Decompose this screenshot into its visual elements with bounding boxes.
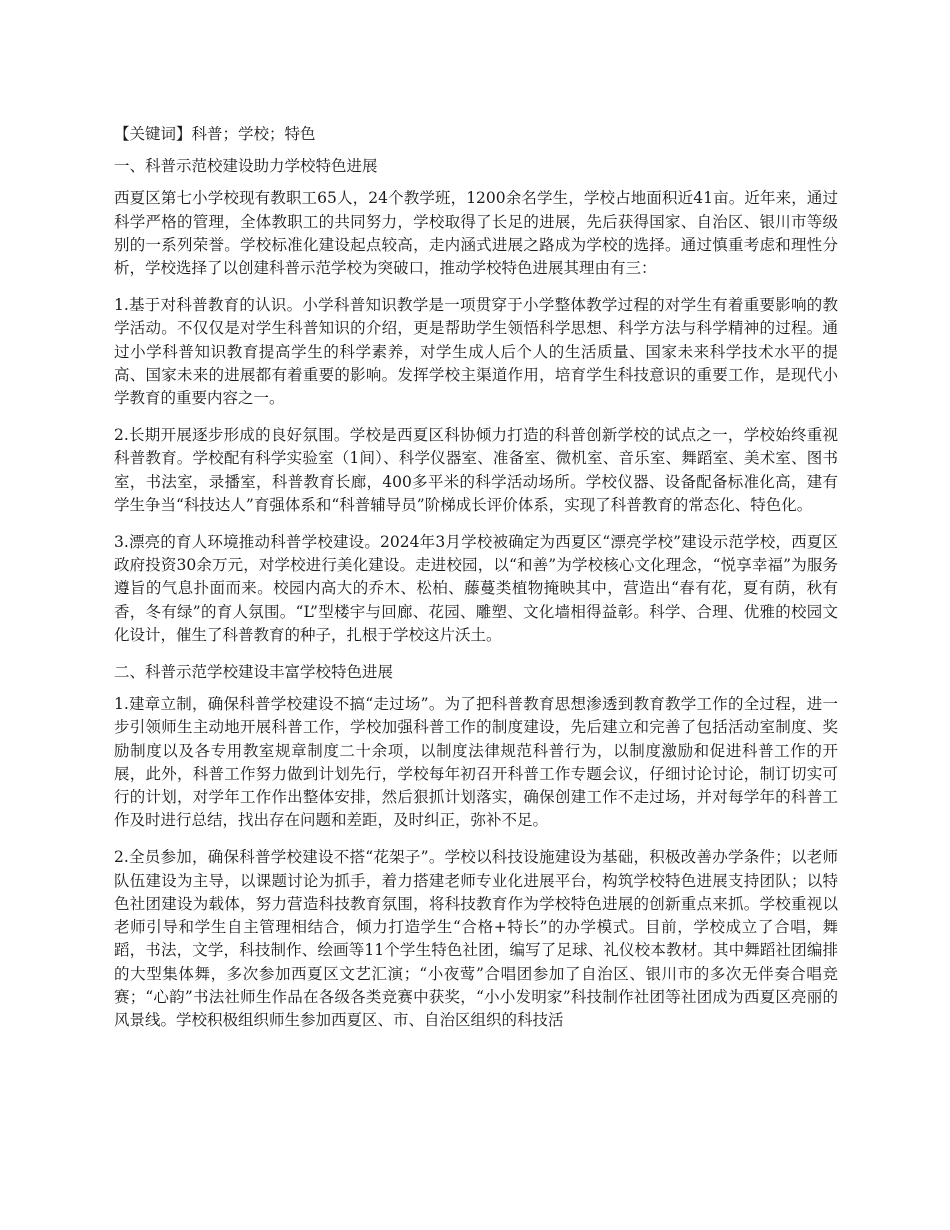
section-2-paragraph-1: 1.建章立制，确保科普学校建设不搞“走过场”。为了把科普教育思想渗透到教育教学工作的全过程，进一步引领师生主动地开展科普工作，学校加强科普工作的制度建设，先后建立和完善了包括活动室制度、奖励制度以及各专用教室规章制度二十余项，以制度法律规范科普行为，以制度激励和促进科普工作的开展，此外，科普工作努力做到计划先行，学校每年初召开科普工作专题会议，仔细讨论讨论，制订切实可行的计划，对学年工作作出整体安排，然后狠抓计划落实，确保创建工作不走过场，并对每学年的科普工作及时进行总结，找出存在问题和差距，及时纠正，弥补不足。	[114, 695, 838, 830]
section-1-intro-paragraph: 西夏区第七小学校现有教职工65人，24个教学班，1200余名学生，学校占地面积近41亩。近年来，通过科学严格的管理，全体教职工的共同努力，学校取得了长足的进展，先后获得国家、自治区、银川市等级别的一系列荣誉。学校标准化建设起点较高，走内涵式进展之路成为学校的选择。通过慎重考虑和理性分析，学校选择了以创建科普示范学校为突破口，推动学校特色进展其理由有三：	[114, 189, 838, 278]
section-1-paragraph-2: 2.长期开展逐步形成的良好氛围。学校是西夏区科协倾力打造的科普创新学校的试点之一，学校始终重视科普教育。学校配有科学实验室（1间）、科学仪器室、准备室、微机室、音乐室、舞蹈室、美术室、图书室，书法室，录播室，科普教育长廊，400多平米的科学活动场所。学校仪器、设备配备标准化高，建有学生争当“科技达人”育强体系和“科普辅导员”阶梯成长评价体系，实现了科普教育的常态化、特色化。	[114, 426, 838, 514]
section-1-paragraph-3: 3.漂亮的育人环境推动科普学校建设。2024年3月学校被确定为西夏区“漂亮学校”建设示范学校，西夏区政府投资30余万元，对学校进行美化建设。走进校园，以“和善”为学校核心文化理念，“悦享幸福”为服务遵旨的气息扑面而来。校园内高大的乔木、松柏、藤蔓类植物掩映其中，营造出“春有花，夏有荫，秋有香，冬有绿”的育人氛围。“L”型楼宇与回廊、花园、雕塑、文化墙相得益彰。科学、合理、优雅的校园文化设计，催生了科普教育的种子，扎根于学校这片沃土。	[114, 533, 838, 644]
section-2-paragraph-2: 2.全员参加，确保科普学校建设不搭“花架子”。学校以科技设施建设为基础，积极改善办学条件；以老师队伍建设为主导，以课题讨论为抓手，着力搭建老师专业化进展平台，构筑学校特色进展支持团队；以特色社团建设为载体，努力营造科技教育氛围，将科技教育作为学校特色进展的创新重点来抓。学校重视以老师引导和学生自主管理相结合，倾力打造学生“合格+特长”的办学模式。目前，学校成立了合唱，舞蹈，书法，文学，科技制作、绘画等11个学生特色社团，编写了足球、礼仪校本教材。其中舞蹈社团编排的大型集体舞，多次参加西夏区文艺汇演；“小夜莺”合唱团参加了自治区、银川市的多次无伴奏合唱竞赛；“心韵”书法社师生作品在各级各类竞赛中获奖，“小小发明家”科技制作社团等社团成为西夏区亮丽的风景线。学校积极组织师生参加西夏区、市、自治区组织的科技活	[114, 848, 838, 1029]
section-1-heading: 一、科普示范校建设助力学校特色进展	[114, 157, 378, 176]
section-2-heading: 二、科普示范学校建设丰富学校特色进展	[114, 663, 394, 682]
document-page	[114, 123, 838, 1046]
keywords-line: 【关键词】科普；学校；特色	[114, 125, 316, 143]
section-1-paragraph-1: 1.基于对科普教育的认识。小学科普知识教学是一项贯穿于小学整体教学过程的对学生有着重要影响的教学活动。不仅仅是对学生科普知识的介绍，更是帮助学生领悟科学思想、科学方法与科学精神的过程。通过小学科普知识教育提高学生的科学素养，对学生成人后个人的生活质量、国家未来科学技术水平的提高、国家未来的进展都有着重要的影响。发挥学校主渠道作用，培育学生科技意识的重要工作，是现代小学教育的重要内容之一。	[114, 296, 838, 408]
